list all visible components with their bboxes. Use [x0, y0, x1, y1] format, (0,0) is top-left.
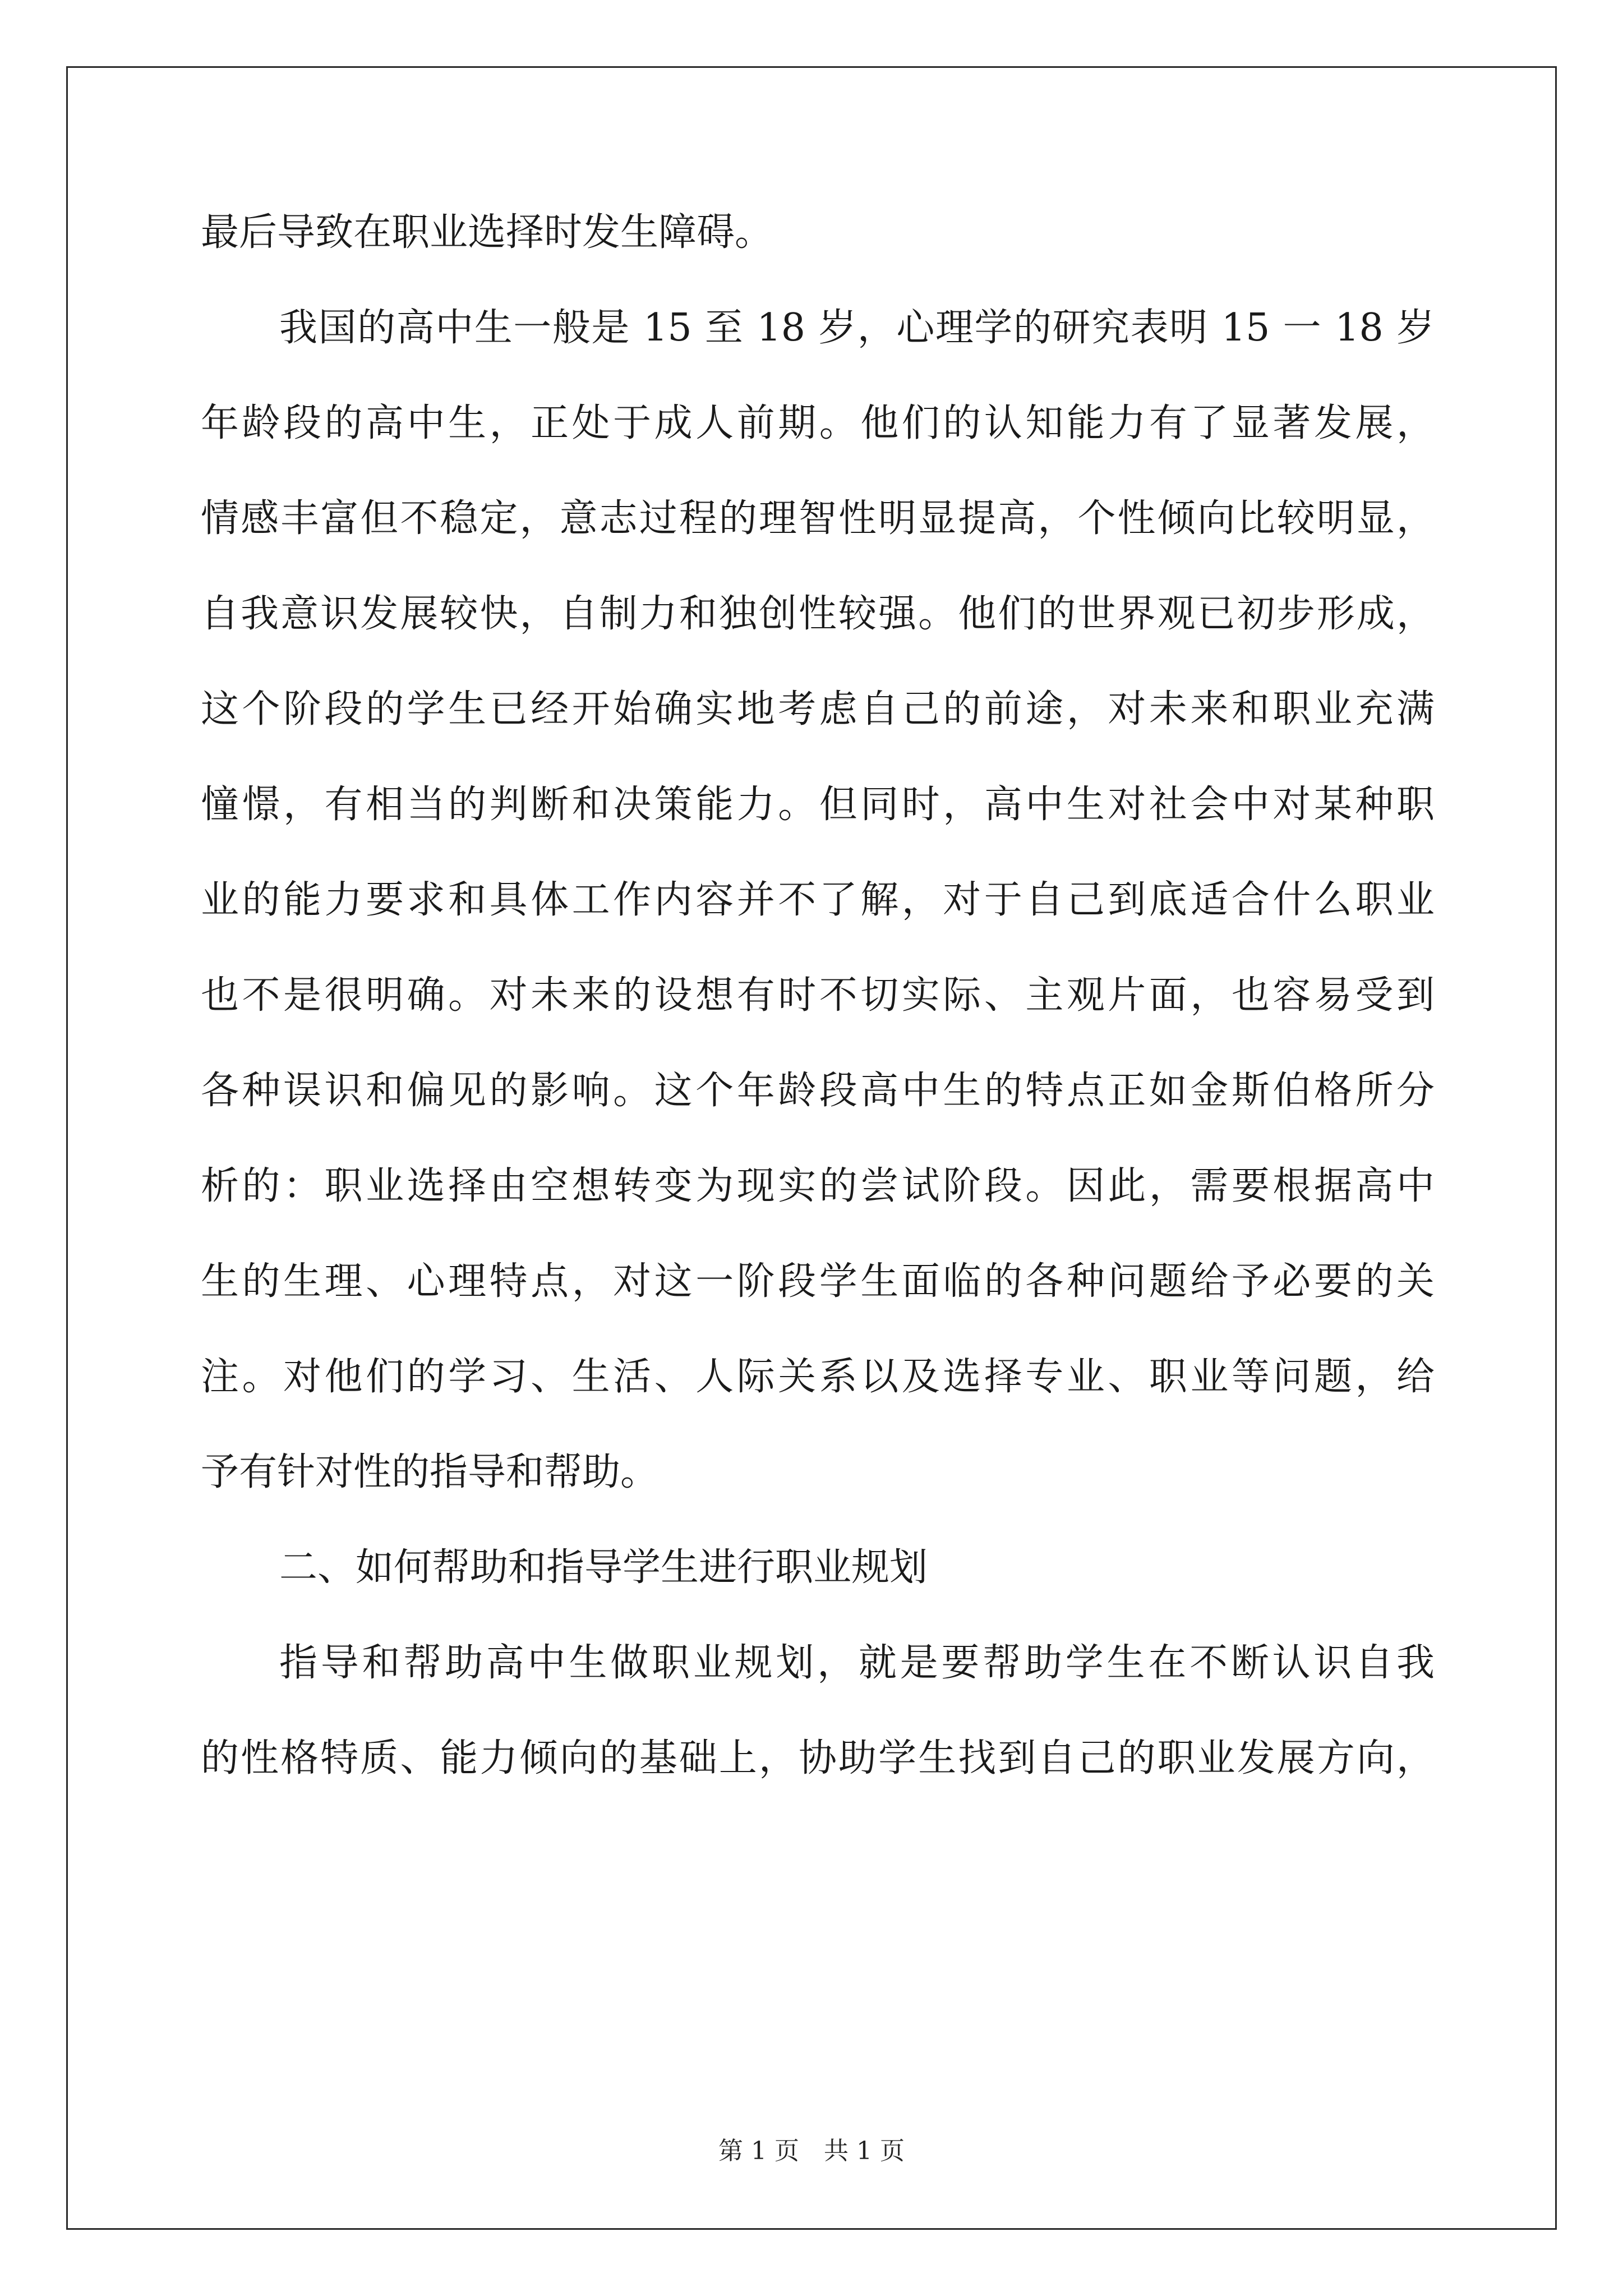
- text-line-11: 析的：职业选择由空想转变为现实的尝试阶段。因此，需要根据高中: [201, 1164, 1435, 1208]
- text-line-3: 年龄段的高中生，正处于成人前期。他们的认知能力有了显著发展，: [201, 401, 1435, 445]
- document-body: [201, 210, 1435, 1834]
- text-line-2: 我国的高中生一般是 15 至 18 岁，心理学的研究表明 15 一 18 岁: [279, 306, 1435, 350]
- text-line-17: 的性格特质、能力倾向的基础上，协助学生找到自己的职业发展方向，: [201, 1736, 1435, 1780]
- section-heading: 二、如何帮助和指导学生进行职业规划: [279, 1545, 928, 1590]
- text-line-9: 也不是很明确。对未来的设想有时不切实际、主观片面，也容易受到: [201, 973, 1435, 1018]
- text-line-10: 各种误识和偏见的影响。这个年龄段高中生的特点正如金斯伯格所分: [201, 1069, 1435, 1113]
- text-line-4: 情感丰富但不稳定，意志过程的理智性明显提高，个性倾向比较明显，: [201, 496, 1435, 541]
- text-line-14: 予有针对性的指导和帮助。: [201, 1450, 659, 1494]
- text-line-8: 业的能力要求和具体工作内容并不了解，对于自己到底适合什么职业: [201, 878, 1435, 922]
- text-line-12: 生的生理、心理特点，对这一阶段学生面临的各种问题给予必要的关: [201, 1259, 1435, 1304]
- text-line-16: 指导和帮助高中生做职业规划，就是要帮助学生在不断认识自我: [279, 1641, 1435, 1685]
- text-line-7: 憧憬，有相当的判断和决策能力。但同时，高中生对社会中对某种职: [201, 783, 1435, 827]
- page-number-footer: 第 1 页 共 1 页: [718, 2137, 905, 2165]
- text-line-6: 这个阶段的学生已经开始确实地考虑自己的前途，对未来和职业充满: [201, 687, 1435, 731]
- text-line-1: 最后导致在职业选择时发生障碍。: [201, 210, 773, 255]
- text-line-13: 注。对他们的学习、生活、人际关系以及选择专业、职业等问题，给: [201, 1355, 1435, 1399]
- text-line-5: 自我意识发展较快，自制力和独创性较强。他们的世界观已初步形成，: [201, 592, 1435, 636]
